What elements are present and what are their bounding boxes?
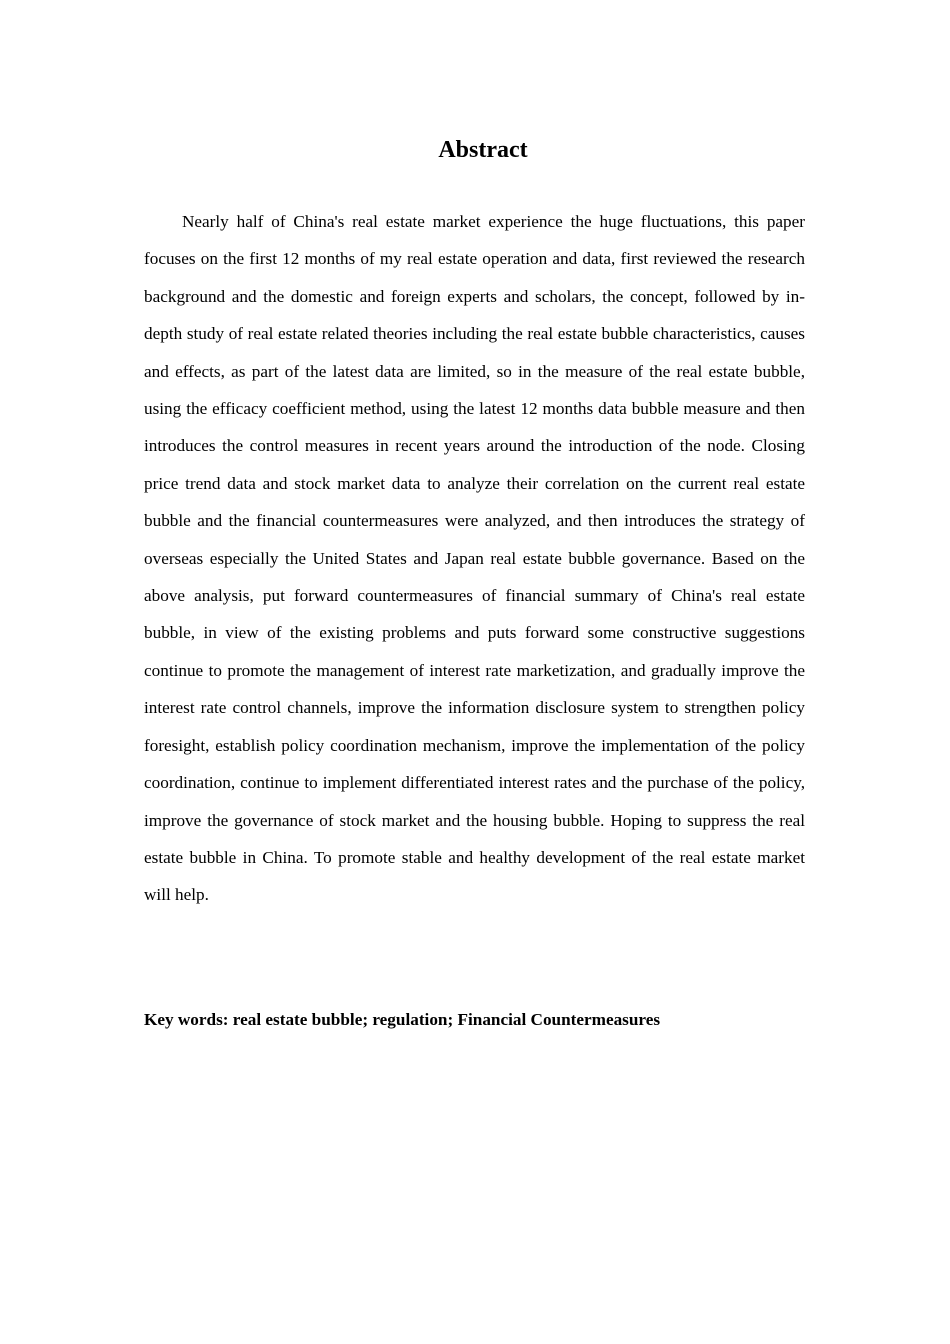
abstract-body: Nearly half of China's real estate market experience the huge fluctuations, this paper focuses on the first 12 months of my real estate operation and data, first reviewed the research background and the domestic and foreign experts and scholars, the concept, followed by in-depth study of real estate related theories including the real estate bubble characteristics, causes and effects, as part of the latest data are limited, so in the measure of the real estate bubble, using the efficacy coefficient method, using the latest 12 months data bubble measure and then introduces the control measures in recent years around the introduction of the node. Closing price trend data and stock market data to analyze their correlation on the current real estate bubble and the financial countermeasures were analyzed, and then introduces the strategy of overseas especially the United States and Japan real estate bubble governance. Based on the above analysis, put forward countermeasures of financial summary of China's real estate bubble, in view of the existing problems and puts forward some constructive suggestions continue to promote the management of interest rate marketization, and gradually improve the interest rate control channels, improve the information disclosure system to strengthen policy foresight, establish policy coordination mechanism, improve the implementation of the policy coordination, continue to implement differentiated interest rates and the purchase of the policy, improve the governance of stock market and the housing bubble. Hoping to suppress the real estate bubble in China. To promote stable and healthy development of the real estate market will help.	[144, 212, 805, 905]
keywords-line: Key words: real estate bubble; regulation; Financial Countermeasures	[144, 1010, 661, 1029]
abstract-title: Abstract	[438, 137, 528, 163]
